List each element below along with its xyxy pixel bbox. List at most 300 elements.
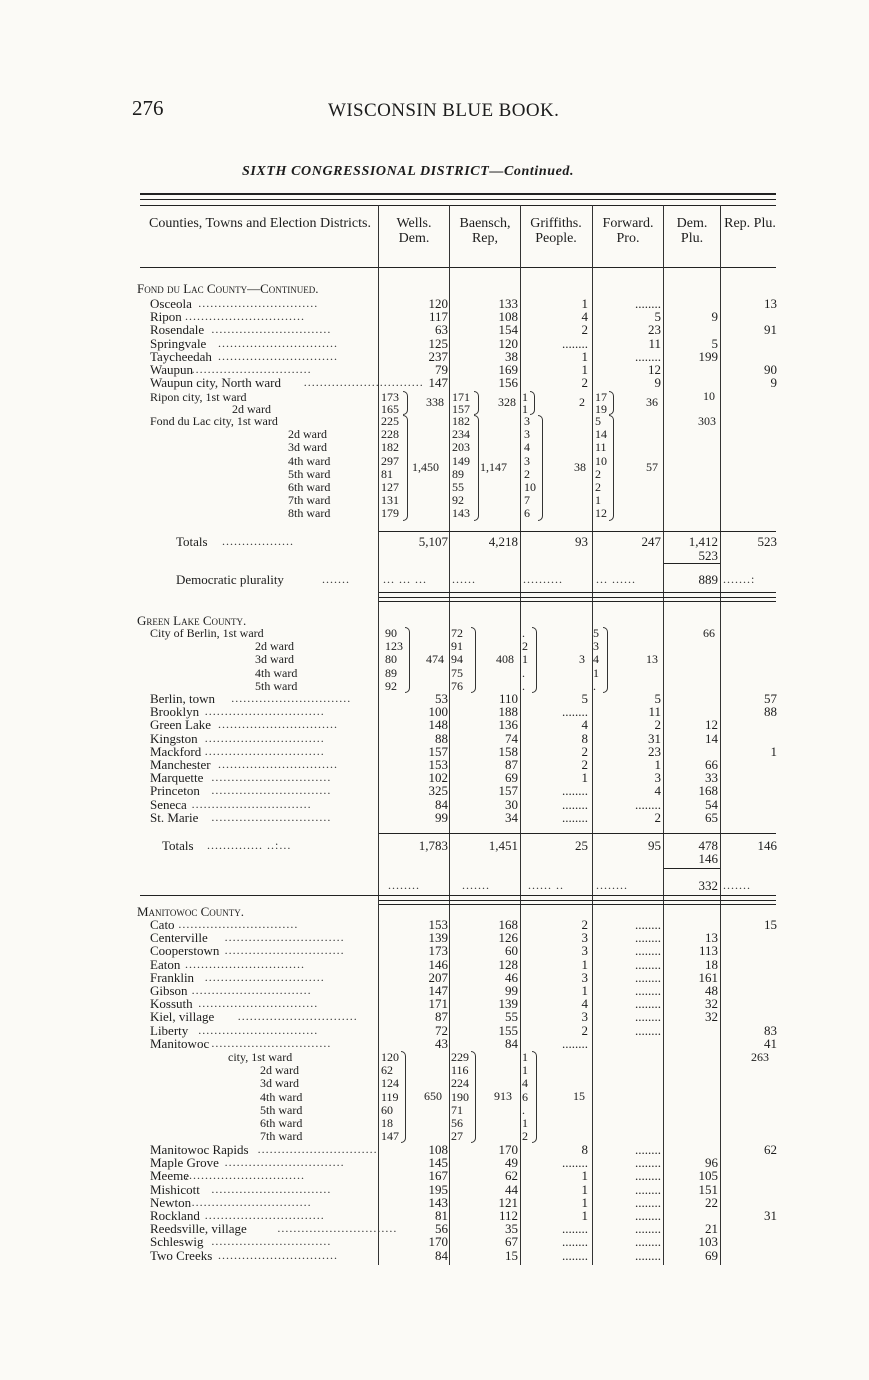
totals-row: Totals .............. ..:... 1,783 1,451 25 95 478 146 (162, 838, 777, 853)
table-row (0, 944, 869, 957)
ward-value: 119 (381, 1089, 399, 1104)
rule-head-bottom (140, 267, 776, 268)
cell-dem_plu: 66 (705, 757, 718, 772)
district-name: Marquette (150, 770, 204, 786)
table-row (0, 1156, 869, 1169)
ward-total: 263 (751, 1049, 769, 1064)
ward-value: 62 (381, 1063, 393, 1078)
cell-forward: ........ (635, 296, 661, 311)
cell-griffiths: 2 (581, 1022, 588, 1038)
section-heading: Fond du Lac County—Continued. (137, 281, 319, 296)
ward-value: 190 (451, 1089, 469, 1104)
table-row (0, 811, 869, 824)
leader-dots: .............................. (204, 704, 325, 719)
ward-total: 650 (424, 1089, 442, 1104)
col-header-rep-plu: Rep. Plu. (724, 216, 776, 231)
cell-forward: 11 (648, 704, 661, 720)
cell-baensch: 49 (505, 1155, 518, 1171)
ward-total: 913 (494, 1089, 512, 1104)
ward-value: 1 (522, 402, 528, 416)
district-name: Gibson (150, 983, 188, 998)
cell-rep_plu: 83 (764, 1022, 777, 1038)
table-row (0, 745, 869, 758)
ward-value: 147 (381, 1129, 399, 1144)
cell-wells: 108 (428, 1142, 448, 1157)
leader-dots: .............................. (204, 743, 325, 758)
leader-dots: .............................. (211, 770, 332, 785)
cell-griffiths: ........ (562, 1247, 588, 1263)
brace (471, 1051, 476, 1143)
ward-total: 408 (496, 652, 514, 666)
cell-wells: 153 (428, 757, 448, 772)
ward-value: 92 (452, 493, 464, 508)
cell-baensch: 110 (498, 691, 518, 706)
district-name: Newton (150, 1194, 192, 1210)
ward-value: 173 (381, 390, 399, 404)
district-name: Schleswig (150, 1234, 204, 1250)
leader-dots: .............................. (224, 943, 345, 958)
cell-dem_plu: 65 (705, 809, 718, 825)
cell-forward: 2 (654, 809, 661, 825)
cell-rep_plu: 90 (764, 362, 777, 377)
cell-forward: 23 (648, 743, 661, 759)
section-heading: Green Lake County. (137, 613, 247, 628)
ward-value: 91 (451, 639, 463, 654)
cell-griffiths: 1 (581, 1208, 588, 1223)
table-row (0, 297, 869, 310)
cell-baensch: 170 (498, 1142, 518, 1157)
ward-value: 56 (451, 1116, 463, 1130)
ward-value: 81 (381, 466, 393, 481)
ward-value: 157 (452, 402, 470, 416)
cell-wells: 147 (428, 375, 448, 391)
leader-dots: .............................. (191, 362, 312, 376)
leader-dots: .............................. (178, 917, 299, 931)
district-name: Berlin, town (150, 691, 215, 706)
brace (532, 627, 537, 693)
cell-griffiths: 1 (581, 956, 588, 972)
cell-forward: 5 (654, 309, 661, 325)
ward-total: 1,147 (480, 459, 507, 474)
district-name: Franklin (150, 969, 195, 985)
cell-forward: 4 (654, 783, 661, 799)
ward-label: 3d ward (255, 652, 294, 667)
cell-griffiths: 1 (581, 983, 588, 998)
cell-rep_plu: 91 (764, 322, 777, 338)
district-name: Waupun (150, 362, 193, 377)
district-name: Centerville (150, 930, 208, 946)
ward-value: 55 (452, 480, 464, 494)
ward-value: 131 (381, 493, 399, 508)
ward-value: 3 (593, 639, 599, 654)
plu-rule (664, 868, 720, 869)
cell-baensch: 128 (498, 956, 518, 972)
district-name: Ripon (150, 309, 182, 325)
ward-value: 72 (451, 626, 463, 640)
cell-baensch: 34 (505, 809, 518, 825)
cell-wells: 99 (435, 809, 448, 825)
district-name: Rockland (150, 1208, 200, 1223)
cell-wells: 56 (435, 1221, 448, 1237)
leader-dots: .............................. (191, 796, 312, 811)
cell-baensch: 139 (498, 996, 518, 1012)
cell-dem_plu: 9 (711, 309, 718, 325)
cell-griffiths: 1 (581, 770, 588, 786)
district-name: Princeton (150, 783, 200, 799)
cell-forward: 9 (654, 375, 661, 391)
district-name: Cato (150, 917, 175, 932)
table-row (0, 718, 869, 731)
cell-baensch: 156 (498, 375, 518, 391)
ward-total: 328 (498, 395, 516, 409)
cell-wells: 171 (428, 996, 448, 1012)
section-heading: Manitowoc County. (137, 904, 245, 919)
cell-wells: 167 (428, 1168, 448, 1184)
ward-value: 6 (522, 1089, 528, 1104)
ward-value: 234 (452, 427, 470, 442)
leader-dots: .............................. (231, 691, 352, 705)
ward-value: 1 (522, 652, 528, 667)
cell-dem_plu: 105 (698, 1168, 718, 1184)
district-name: Rosendale (150, 322, 205, 338)
table-row (0, 798, 869, 811)
district-name: Kingston (150, 730, 198, 746)
cell-dem_plu: 151 (698, 1181, 718, 1197)
cell-baensch: 133 (498, 296, 518, 311)
ward-total: 303 (698, 413, 716, 428)
cell-forward: ........ (635, 1247, 661, 1263)
ward-value: 1 (595, 493, 601, 508)
section-rule3 (379, 601, 776, 602)
district-name: Manitowoc (150, 1035, 210, 1051)
leader-dots: .............................. (303, 375, 424, 390)
ward-value: 10 (524, 480, 536, 494)
ward-value: 229 (451, 1050, 469, 1064)
section-rule2 (379, 597, 776, 598)
cell-baensch: 74 (505, 730, 518, 746)
table-row (0, 784, 869, 797)
cell-griffiths: 3 (581, 969, 588, 985)
leader-dots: .............................. (185, 1168, 305, 1183)
district-name: Brooklyn (150, 704, 200, 720)
ward-label: 7th ward (288, 493, 331, 508)
cell-griffiths: ........ (562, 1035, 588, 1051)
ward-value: 225 (381, 414, 399, 428)
section-rule (140, 895, 776, 896)
cell-wells: 325 (428, 783, 448, 799)
ward-label: 7th ward (260, 1129, 303, 1144)
ward-value: 76 (451, 678, 463, 693)
plu-rule (664, 563, 720, 564)
ward-value: 2 (595, 480, 601, 494)
ward-label: 3d ward (288, 440, 327, 455)
cell-baensch: 126 (498, 930, 518, 946)
totals-subrow: 523 (698, 548, 718, 563)
totals-subrow: 146 (698, 851, 718, 866)
leader-dots: .............................. (198, 996, 319, 1011)
section-rule (379, 592, 776, 593)
cell-baensch: 108 (498, 309, 518, 325)
table-row (0, 1196, 869, 1209)
table-row (0, 771, 869, 784)
ward-value: 2 (524, 466, 530, 481)
cell-baensch: 157 (498, 783, 518, 799)
ward-total: 36 (646, 395, 658, 409)
cell-baensch: 120 (498, 335, 518, 351)
cell-forward: ........ (635, 1194, 661, 1210)
cell-baensch: 60 (505, 943, 518, 959)
ward-total: 1,450 (412, 459, 439, 474)
district-name: Seneca (150, 796, 187, 812)
cell-griffiths: 3 (581, 1009, 588, 1025)
ward-value: 4 (593, 652, 599, 667)
cell-wells: 153 (428, 917, 448, 932)
district-name: Liberty (150, 1022, 189, 1038)
cell-forward: ........ (635, 1208, 661, 1223)
leader-dots: .............................. (224, 1155, 345, 1170)
cell-dem_plu: 33 (705, 770, 718, 786)
cell-rep_plu: 9 (770, 375, 777, 391)
ward-value: 89 (452, 466, 464, 481)
cell-dem_plu: 5 (711, 335, 718, 351)
district-name: Kossuth (150, 996, 193, 1012)
cell-dem_plu: 32 (705, 1009, 718, 1025)
cell-rep_plu: 15 (764, 917, 777, 932)
leader-dots: .............................. (211, 1181, 332, 1196)
ward-value: 89 (385, 665, 397, 680)
table-row (0, 918, 869, 931)
cell-wells: 146 (428, 956, 448, 972)
cell-dem_plu: 113 (698, 943, 718, 959)
ward-value: 18 (381, 1116, 393, 1130)
ward-label: Fond du Lac city, 1st ward (150, 414, 278, 428)
cell-griffiths: 8 (581, 1142, 588, 1157)
cell-wells: 84 (435, 1247, 448, 1263)
cell-rep_plu: 31 (764, 1208, 777, 1223)
section-rule2 (379, 900, 776, 901)
cell-forward: ........ (635, 996, 661, 1012)
ward-total: 13 (646, 652, 658, 666)
district-name: Meeme (150, 1168, 189, 1184)
ward-value: 171 (452, 390, 470, 404)
cell-baensch: 35 (505, 1221, 518, 1237)
cell-wells: 117 (428, 309, 448, 325)
table-subtitle: SIXTH CONGRESSIONAL DISTRICT—Continued. (242, 164, 575, 179)
cell-griffiths: 2 (581, 375, 588, 391)
cell-dem_plu: 161 (698, 969, 718, 985)
ward-total: 57 (646, 459, 658, 474)
ward-value: 4 (522, 1076, 528, 1091)
cell-griffiths: 2 (581, 757, 588, 772)
leader-dots: .............................. (211, 809, 332, 824)
cell-dem_plu: 14 (705, 730, 718, 746)
brace (603, 627, 608, 693)
ward-total: 38 (574, 459, 586, 474)
ward-value: 94 (451, 652, 463, 667)
cell-rep_plu: 1 (770, 743, 777, 759)
cell-forward: ........ (635, 1022, 661, 1038)
ward-value: 10 (595, 453, 607, 468)
cell-griffiths: 4 (581, 309, 588, 325)
cell-baensch: 158 (498, 743, 518, 759)
ward-value: 124 (381, 1076, 399, 1091)
cell-wells: 102 (428, 770, 448, 786)
cell-forward: ........ (635, 983, 661, 998)
cell-dem_plu: 18 (705, 956, 718, 972)
cell-wells: 43 (435, 1035, 448, 1051)
cell-griffiths: 1 (581, 362, 588, 377)
cell-forward: 5 (654, 691, 661, 706)
cell-forward: ........ (635, 917, 661, 932)
brace (403, 391, 408, 415)
cell-griffiths: 1 (581, 1194, 588, 1210)
cell-dem_plu: 22 (705, 1194, 718, 1210)
cell-baensch: 99 (505, 983, 518, 998)
brace (538, 415, 543, 521)
brace (532, 1051, 537, 1143)
cell-forward: ........ (635, 1155, 661, 1171)
totals-rule (379, 531, 776, 532)
leader-dots: .............................. (198, 1022, 319, 1037)
ward-total: 10 (703, 389, 715, 403)
table-row (0, 310, 869, 323)
ward-total: 3 (579, 652, 585, 666)
ward-value: . (593, 678, 596, 693)
leader-dots: .............................. (191, 983, 312, 997)
table-row (0, 1037, 869, 1050)
cell-rep_plu: 62 (764, 1142, 777, 1157)
cell-forward: 31 (648, 730, 661, 746)
ward-value: 60 (381, 1102, 393, 1117)
cell-forward: 12 (648, 362, 661, 377)
ward-label: 2d ward (260, 1063, 299, 1078)
cell-baensch: 46 (505, 969, 518, 985)
cell-forward: ........ (635, 943, 661, 959)
rule-top2 (140, 199, 776, 200)
totals-rule (379, 833, 776, 834)
ward-value: 1 (522, 1116, 528, 1130)
ward-label: 3d ward (260, 1076, 299, 1091)
cell-dem_plu: 21 (705, 1221, 718, 1237)
ward-value: 1 (522, 1063, 528, 1078)
cell-baensch: 188 (498, 704, 518, 720)
cell-rep_plu: 88 (764, 704, 777, 720)
col-header-griffiths: Griffiths. People. (530, 216, 582, 246)
cell-wells: 237 (428, 348, 448, 364)
cell-dem_plu: 96 (705, 1155, 718, 1171)
cell-griffiths: ........ (562, 335, 588, 351)
district-name: Waupun city, North ward (150, 375, 281, 391)
ward-label: 6th ward (288, 480, 331, 494)
cell-rep_plu: 13 (764, 296, 777, 311)
cell-forward: ........ (635, 969, 661, 985)
cell-baensch: 136 (498, 717, 518, 733)
cell-griffiths: 3 (581, 943, 588, 959)
cell-dem_plu: 199 (698, 348, 718, 364)
ward-value: 297 (381, 453, 399, 468)
ward-value: 182 (381, 440, 399, 455)
rule-top (140, 193, 776, 195)
district-name: Springvale (150, 335, 207, 351)
leader-dots: .............................. (211, 322, 332, 337)
ward-value: 1 (593, 665, 599, 680)
cell-wells: 72 (435, 1022, 448, 1038)
cell-wells: 148 (428, 717, 448, 733)
cell-griffiths: 1 (581, 348, 588, 364)
ward-value: 127 (381, 480, 399, 494)
district-name: Manchester (150, 757, 211, 772)
leader-dots: .............................. (218, 335, 338, 350)
table-row (0, 1010, 869, 1023)
table-row (0, 705, 869, 718)
ward-value: 6 (524, 506, 530, 521)
ward-value: 5 (595, 414, 601, 428)
cell-wells: 87 (435, 1009, 448, 1025)
district-name: Kiel, village (150, 1009, 215, 1025)
table-row (0, 337, 869, 350)
leader-dots: .............................. (204, 969, 325, 984)
col-header-wells: Wells. Dem. (396, 216, 432, 246)
cell-forward: 1 (654, 757, 661, 772)
leader-dots: .............................. (204, 1208, 325, 1222)
cell-griffiths: 1 (581, 296, 588, 311)
cell-wells: 147 (428, 983, 448, 998)
table-row (0, 931, 869, 944)
cell-wells: 81 (435, 1208, 448, 1223)
leader-dots: .............................. (237, 1009, 358, 1024)
leader-dots: .............................. (211, 783, 332, 798)
col-header-forward: Forward. Pro. (602, 216, 654, 246)
leader-dots: .............................. (218, 757, 338, 771)
cell-forward: ........ (635, 1234, 661, 1250)
cell-wells: 173 (428, 943, 448, 959)
cell-griffiths: ........ (562, 1234, 588, 1250)
cell-forward: ........ (635, 1009, 661, 1025)
table-row (0, 376, 869, 389)
ward-value: 90 (385, 626, 397, 640)
district-name: Taycheedah (150, 348, 212, 364)
cell-baensch: 121 (498, 1194, 518, 1210)
district-name: St. Marie (150, 809, 199, 825)
brace (609, 391, 614, 415)
rule-top3 (140, 205, 776, 206)
table-row (0, 692, 869, 705)
district-name: Osceola (150, 296, 192, 311)
ward-label: 4th ward (260, 1089, 303, 1104)
ward-label: Ripon city, 1st ward (150, 390, 247, 404)
cell-dem_plu: 13 (705, 930, 718, 946)
ward-total: 2 (579, 395, 585, 409)
table-row (0, 323, 869, 336)
cell-wells: 63 (435, 322, 448, 338)
cell-wells: 170 (428, 1234, 448, 1250)
leader-dots: .............................. (218, 348, 338, 363)
cell-forward: 2 (654, 717, 661, 733)
cell-griffiths: 4 (581, 996, 588, 1012)
cell-wells: 143 (428, 1194, 448, 1210)
leader-dots: .............................. (204, 730, 325, 745)
ward-value: 228 (381, 427, 399, 442)
ward-value: . (522, 1102, 525, 1117)
district-name: Eaton (150, 956, 181, 972)
district-name: Cooperstown (150, 943, 220, 959)
ward-label: 4th ward (255, 665, 298, 680)
cell-forward: ........ (635, 1221, 661, 1237)
brace (401, 1051, 406, 1143)
cell-baensch: 112 (498, 1208, 518, 1223)
cell-wells: 88 (435, 730, 448, 746)
col-header-baensch: Baensch, Rep, (459, 216, 511, 246)
